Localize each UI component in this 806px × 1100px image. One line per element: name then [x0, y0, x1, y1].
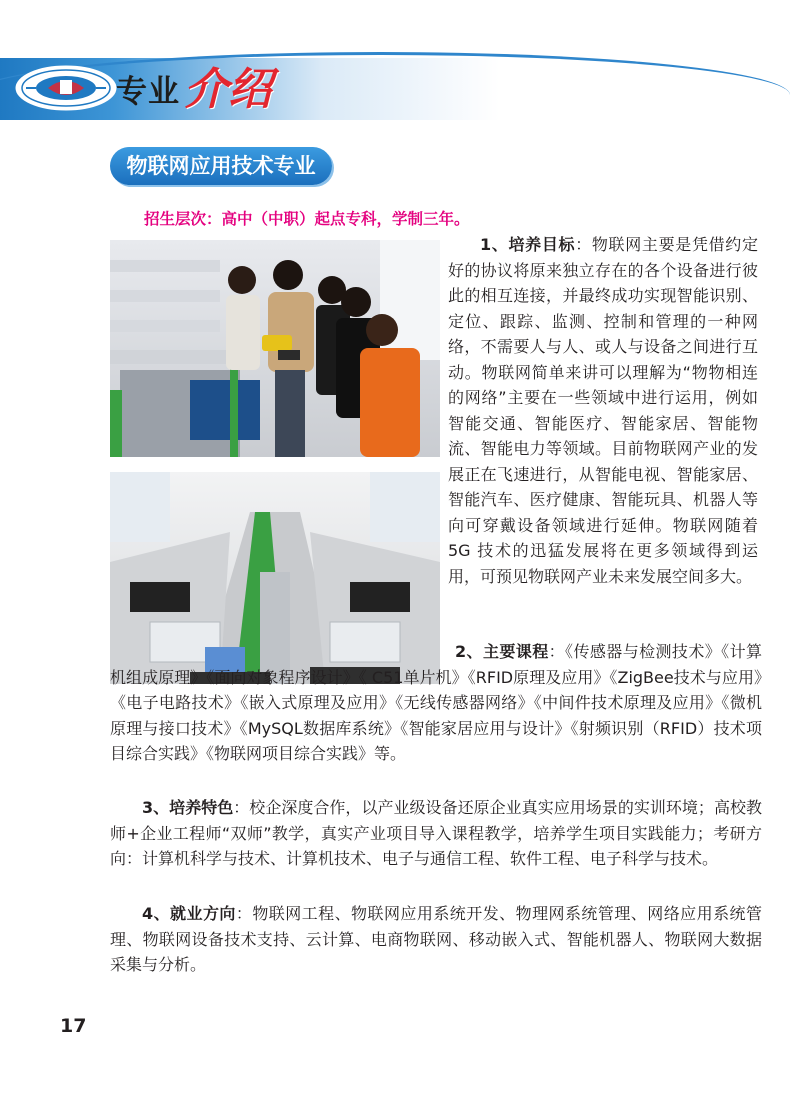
students-lab-photo — [110, 240, 440, 457]
header-title-plain: 专业 — [116, 74, 180, 110]
header-title-accent: 介绍 — [184, 64, 272, 115]
main-courses-label: 2、主要课程 — [455, 642, 549, 661]
training-features-paragraph — [110, 795, 762, 872]
training-goal-label: 1、培养目标 — [480, 235, 576, 254]
employment-paragraph — [110, 901, 762, 978]
training-goal-paragraph — [448, 232, 758, 589]
university-logo — [14, 64, 118, 112]
training-features-label: 3、培养特色 — [142, 798, 234, 817]
employment-label: 4、就业方向 — [142, 904, 236, 923]
enrollment-level: 招生层次：高中（中职）起点专科，学制三年。 — [144, 210, 470, 228]
training-features-text: ：校企深度合作，以产业级设备还原企业真实应用场景的实训环境；高校教师+企业工程师“双师”教学，真实产业项目导入课程教学，培养学生项目实践能力；考研方向：计算机科学与技术、计算机技术、电子与通信工程、软件工程、电子科学与技术。 — [110, 798, 762, 868]
page-number: 17 — [60, 1015, 87, 1037]
page-header-title — [116, 64, 272, 115]
employment-text: ：物联网工程、物联网应用系统开发、物理网系统管理、网络应用系统管理、物联网设备技术支持、云计算、电商物联网、移动嵌入式、智能机器人、物联网大数据采集与分析。 — [110, 904, 762, 974]
section-title: 物联网应用技术专业 — [110, 147, 332, 185]
main-courses-paragraph — [110, 639, 762, 767]
training-goal-text: ：物联网主要是凭借约定好的协议将原来独立存在的各个设备进行彼此的相互连接，并最终成功实现智能识别、定位、跟踪、监测、控制和管理的一种网络，不需要人与人、或人与设备之间进行互动。物联网简单来讲可以理解为“物物相连的网络”主要在一些领域中进行运用，例如智能交通、智能医疗、智能家居、智能物流、智能电力等领域。目前物联网产业的发展正在飞速进行，从智能电视、智能家居、智能汽车、医疗健康、智能玩具、机器人等向可穿戴设备领域进行延伸。物联网随着5G 技术的迅猛发展将在更多领域得到运用，可预见物联网产业未来发展空间多大。 — [448, 235, 758, 586]
main-courses-text: ：《传感器与检测技术》《计算机组成原理》《面向对象程序设计》《 C51单片机》《RFID原理及应用》《ZigBee技术与应用》《电子电路技术》《嵌入式原理及应用》《无线传感器网络》《中间件技术原理及应用》《微机原理与接口技术》《MySQL数据库系统》《智能家居应用与设计》《射频识别（RFID）技术项目综合实践》《物联网项目综合实践》等。 — [110, 642, 762, 763]
